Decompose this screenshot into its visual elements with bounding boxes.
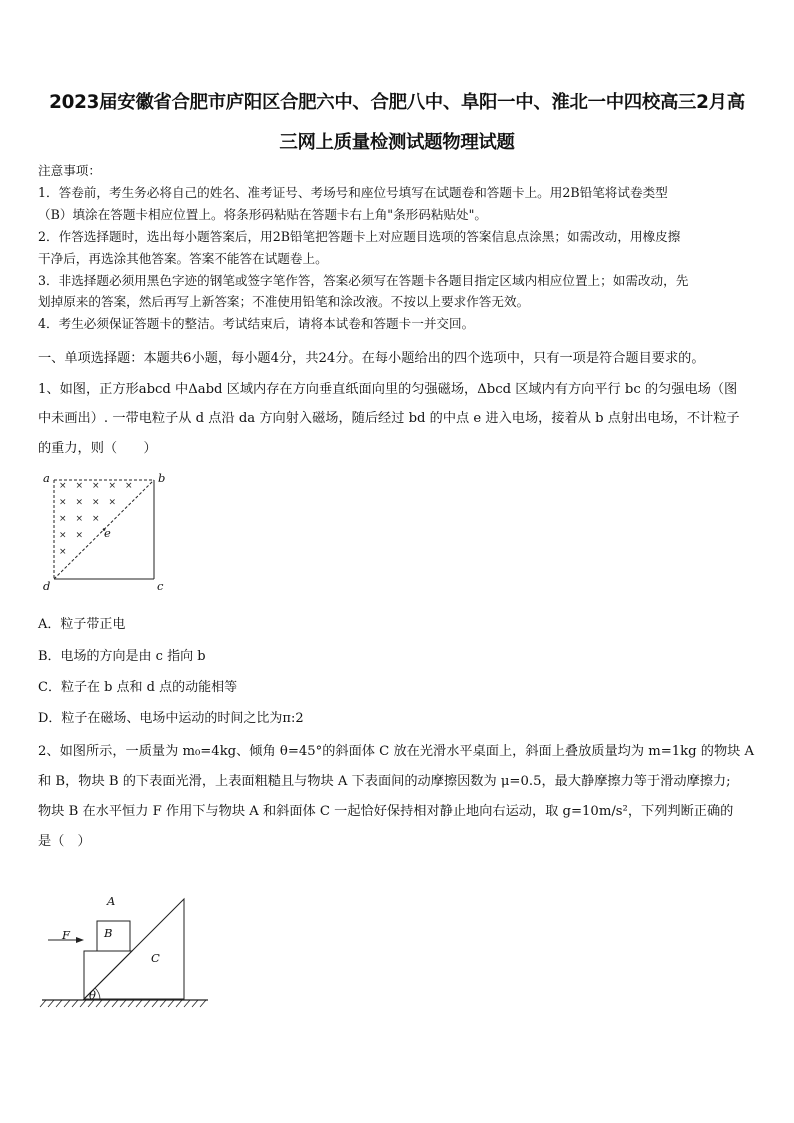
point-d-label: d [43, 579, 51, 593]
question-1-text: 中未画出）. 一带电粒子从 d 点沿 da 方向射入磁场，随后经过 bd 的中点 e 进入电场，接着从 b 点射出电场，不计粒子 [38, 411, 740, 426]
ground-hatch-line [176, 1000, 182, 1007]
block-a-label: A [107, 894, 116, 908]
ground-hatch-line [56, 1000, 62, 1007]
point-c-label: c [157, 579, 164, 593]
question-1-text: 的重力，则（ ） [38, 441, 157, 456]
question-2-text: 是（ ） [38, 834, 91, 849]
ground-hatch-line [200, 1000, 206, 1007]
angle-theta-label: θ [89, 988, 96, 1002]
field-cross-mark: × [59, 481, 67, 491]
ground-hatch-line [96, 1000, 102, 1007]
field-cross-mark: × [75, 497, 84, 508]
point-a-label: a [43, 471, 50, 485]
option-b: B．电场的方向是由 c 指向 b [38, 649, 206, 664]
ground-hatch-line [168, 1000, 174, 1007]
ground-hatch-line [40, 1000, 46, 1007]
ground-hatch-line [120, 1000, 126, 1007]
ground-hatch-line [128, 1000, 134, 1007]
field-cross-mark: × [92, 497, 100, 508]
notice-line: （B）填涂在答题卡相应位置上。将条形码粘贴在答题卡右上角"条形码粘贴处"。 [38, 207, 488, 222]
field-cross-mark: × [59, 547, 67, 557]
field-cross-mark: × [92, 514, 100, 524]
exam-title-line-2: 三网上质量检测试题物理试题 [279, 132, 515, 153]
question-1-text: 1、如图，正方形abcd 中Δabd 区域内存在方向垂直纸面向里的匀强磁场，Δbcd 区域内有方向平行 bc 的匀强电场（图 [38, 382, 738, 397]
field-cross-mark: × [108, 481, 117, 491]
question-2-text: 和 B，物块 B 的下表面光滑，上表面粗糙且与物块 A 下表面间的动摩擦因数为 μ=0.5，最大静摩擦力等于滑动摩擦力; [38, 774, 731, 789]
block-b-label: B [104, 926, 113, 940]
field-cross-mark: × [75, 530, 84, 541]
notice-line: 干净后，再选涂其他答案。答案不能答在试题卷上。 [38, 251, 328, 266]
ground-hatch-line [112, 1000, 118, 1007]
notice-heading: 注意事项： [38, 163, 101, 178]
ground-hatch-line [104, 1000, 110, 1007]
ground-hatch-line [160, 1000, 166, 1007]
notice-line: 1．答卷前，考生务必将自己的姓名、准考证号、考场号和座位号填写在试题卷和答题卡上。用2B铅笔将试卷类型 [38, 185, 668, 200]
ground-hatch-line [80, 1000, 86, 1007]
exam-title-line-1: 2023届安徽省合肥市庐阳区合肥六中、合肥八中、阜阳一中、淮北一中四校高三2月高 [49, 92, 745, 113]
question-2-text: 2、如图所示，一质量为 m₀=4kg、倾角 θ=45°的斜面体 C 放在光滑水平桌面上，斜面上叠放质量均为 m=1kg 的物块 A [38, 744, 755, 759]
field-cross-mark: × [59, 497, 67, 508]
field-cross-mark: × [92, 481, 100, 491]
notice-line: 2．作答选择题时，选出每小题答案后，用2B铅笔把答题卡上对应题目选项的答案信息点涂黑；如需改动，用橡皮擦 [38, 229, 681, 244]
field-cross-mark: × [59, 514, 67, 524]
ground-hatch-line [144, 1000, 150, 1007]
force-f-label: F [62, 928, 70, 942]
field-cross-mark: × [108, 497, 117, 508]
option-d: D．粒子在磁场、电场中运动的时间之比为π:2 [38, 711, 304, 726]
ground-hatch-line [136, 1000, 142, 1007]
notice-line: 4．考生必须保证答题卡的整洁。考试结束后，请将本试卷和答题卡一并交回。 [38, 316, 475, 331]
section-heading: 一、单项选择题：本题共6小题，每小题4分，共24分。在每小题给出的四个选项中，只有一项是符合题目要求的。 [38, 351, 705, 366]
ground-hatch-line [64, 1000, 70, 1007]
point-b-label: b [158, 471, 166, 485]
ground-hatch-line [72, 1000, 78, 1007]
ground-hatch-line [184, 1000, 190, 1007]
field-cross-mark: × [75, 514, 84, 524]
option-a: A．粒子带正电 [38, 617, 126, 632]
field-cross-mark: × [75, 481, 84, 491]
option-c: C．粒子在 b 点和 d 点的动能相等 [38, 680, 238, 695]
point-e-label: e [104, 526, 111, 540]
notice-line: 3．非选择题必须用黑色字迹的钢笔或签字笔作答，答案必须写在答题卡各题目指定区域内相应位置上；如需改动，先 [38, 273, 689, 288]
field-cross-mark: × [125, 481, 133, 491]
ground-hatch-line [192, 1000, 198, 1007]
ground-hatch-line [152, 1000, 158, 1007]
notice-line: 划掉原来的答案，然后再写上新答案；不准使用铅笔和涂改液。不按以上要求作答无效。 [38, 294, 530, 309]
ground-hatch-line [48, 1000, 54, 1007]
question-2-text: 物块 B 在水平恒力 F 作用下与物块 A 和斜面体 C 一起恰好保持相对静止地向右运动，取 g=10m/s²，下列判断正确的 [38, 804, 734, 819]
wedge-c-label: C [151, 951, 160, 965]
field-cross-mark: × [59, 530, 67, 541]
